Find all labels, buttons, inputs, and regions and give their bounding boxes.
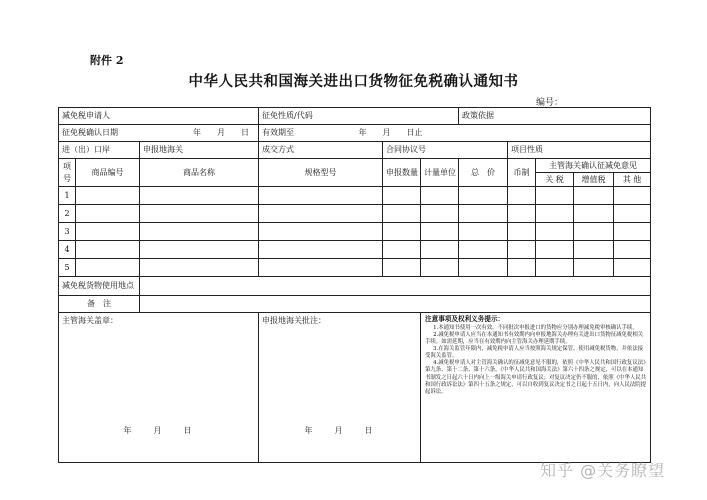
row-number: 5 <box>59 259 76 277</box>
valid-until-cell <box>259 125 651 142</box>
contract-no-label: 合同协议号 <box>383 142 508 159</box>
other-tax-header: 其 他 <box>614 173 651 187</box>
row-number: 1 <box>59 187 76 205</box>
notes-item-4: 4.减免税申请人对主管海关确认的征减免意见不服的，依照《中华人民共和国行政复议法》第九条、第十二条、第十六条，《中华人民共和国海关法》第六十四条之规定，可以在本通知书制发之日起六十日内向上一级海关申请行政复议；对复议决定仍不服的，依照《中华人民共和国行政诉讼法》第四十五条之规定，可以自收到复议决定书之日起十五日内，向人民法院提起诉讼。 <box>425 360 647 395</box>
unit-header: 计量单位 <box>421 159 459 187</box>
usage-place-label: 减免税货物使用地点 <box>59 277 140 296</box>
table-row <box>59 223 651 241</box>
declare-customs-label: 申报地海关 <box>140 142 259 159</box>
stamp-cell <box>59 313 259 463</box>
row-number: 3 <box>59 223 76 241</box>
document-title: 中华人民共和国海关进出口货物征免税确认通知书 <box>188 73 519 90</box>
table-row <box>59 259 651 277</box>
valid-until-placeholder: 年 月 日止 <box>358 128 423 138</box>
qty-header: 申报数量 <box>383 159 421 187</box>
date-row <box>59 125 651 142</box>
item-nature-label: 项目性质 <box>508 142 651 159</box>
applicant-label: 减免税申请人 <box>59 108 259 125</box>
signature-row <box>59 313 651 463</box>
applicant-row <box>59 108 651 125</box>
confirmation-form-table <box>58 107 651 463</box>
notes-item-3: 3.在海关监管年限内，减免税申请人应当按照海关规定保管、使用减免税货物，并依法接受海关监管。 <box>425 346 644 360</box>
notes-cell <box>421 313 651 463</box>
attachment-label: 附件 2 <box>90 54 124 67</box>
policy-basis-label: 政策依据 <box>459 108 651 125</box>
goods-code-header: 商品编号 <box>76 159 140 187</box>
approval-cell <box>259 313 421 463</box>
column-header-row <box>59 159 651 173</box>
port-row <box>59 142 651 159</box>
valid-until-label: 有效期至 <box>262 128 295 138</box>
port-label: 进（出）口岸 <box>59 142 140 159</box>
nature-code-label: 征免性质/代码 <box>259 108 459 125</box>
usage-place-row <box>59 277 651 296</box>
deal-mode-label: 成交方式 <box>259 142 383 159</box>
opinion-header: 主管海关确认征减免意见 <box>536 159 651 173</box>
tariff-header: 关 税 <box>536 173 574 187</box>
table-row <box>59 187 651 205</box>
total-price-header: 总 价 <box>459 159 508 187</box>
confirm-date-label: 征免税确认日期 <box>62 128 118 138</box>
notes-item-1: 1.本通知书使用一次有效。不同批次申报进口的货物应分别办理减免税审核确认手续。 <box>433 324 638 331</box>
row-number: 4 <box>59 241 76 259</box>
table-row <box>59 205 651 223</box>
watermark-text: 知乎 @关务瞭望 <box>540 461 666 480</box>
item-no-header: 项 号 <box>59 159 76 187</box>
remarks-label: 备 注 <box>59 296 140 313</box>
row-number: 2 <box>59 205 76 223</box>
stamp-label: 主管海关盖章： <box>62 316 118 325</box>
currency-header: 币制 <box>508 159 536 187</box>
approval-date: 年 月 日 <box>304 425 375 435</box>
document-number-label: 编号： <box>536 98 564 108</box>
vat-header: 增值税 <box>574 173 614 187</box>
spec-header: 规格型号 <box>259 159 383 187</box>
remarks-row <box>59 296 651 313</box>
stamp-date: 年 月 日 <box>123 425 194 435</box>
confirm-date-cell <box>59 125 259 142</box>
confirm-date-placeholder: 年 月 日 <box>193 128 250 138</box>
notes-item-2: 2.减免税申请人应当在本通知书有效期内向申报地海关办理有关进出口货物征减免税相关手续。如需延期，应当在有效期内向主管海关办理延期手续。 <box>425 331 644 345</box>
table-row <box>59 241 651 259</box>
approval-label: 申报地海关批注： <box>262 316 327 325</box>
goods-name-header: 商品名称 <box>140 159 259 187</box>
notes-title: 注意事项及权利义务提示： <box>425 315 505 323</box>
